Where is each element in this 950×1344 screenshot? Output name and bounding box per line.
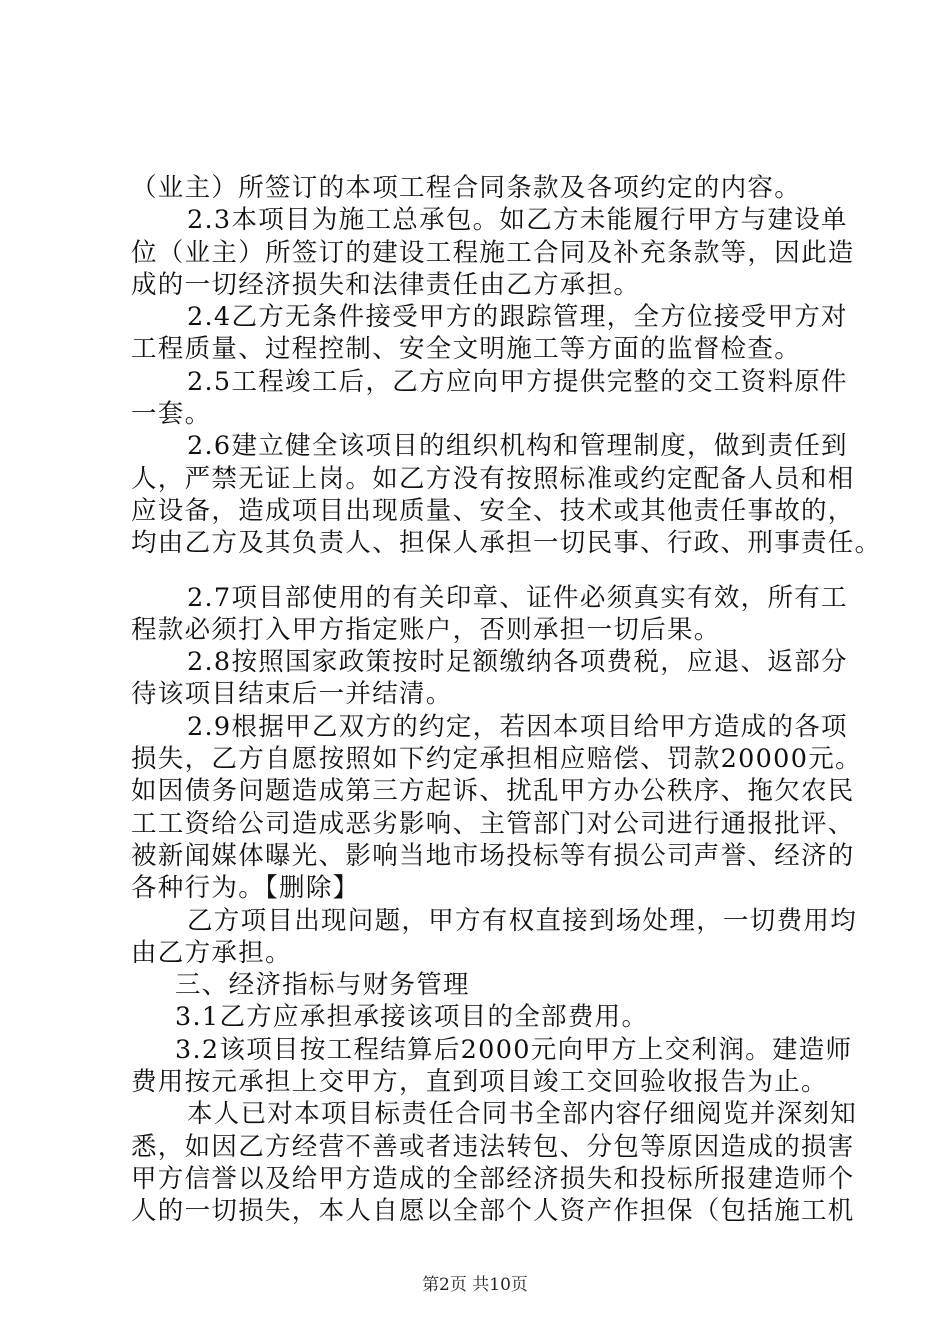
paragraph-line: 3.1乙方应承担承接该项目的全部费用。: [175, 1002, 649, 1033]
paragraph-gap: [131, 560, 836, 582]
paragraph-line: （业主）所签订的本项工程合同条款及各项约定的内容。: [131, 173, 802, 203]
paragraph-line: 应设备，造成项目出现质量、安全、技术或其他责任事故的，: [131, 495, 855, 526]
document-body: [131, 172, 882, 1228]
paragraph-line: 待该项目结束后一并结清。: [131, 679, 453, 710]
page-number-footer: 第2页 共10页: [422, 1275, 528, 1295]
paragraph-line: 本人已对本项目标责任合同书全部内容仔细阅览并深刻知: [187, 1099, 858, 1130]
paragraph-line: 2.7项目部使用的有关印章、证件必须真实有效，所有工: [187, 582, 848, 613]
paragraph-line: 甲方信誉以及给甲方造成的全部经济损失和投标所报建造师个: [131, 1163, 855, 1194]
paragraph-line: 由乙方承担。: [131, 937, 292, 968]
paragraph-line: 工程质量、过程控制、安全文明施工等方面的监督检查。: [131, 334, 802, 365]
paragraph-line: 2.8按照国家政策按时足额缴纳各项费税，应退、返部分: [187, 647, 848, 678]
paragraph-line: 人的一切损失，本人自愿以全部个人资产作担保（包括施工机: [131, 1196, 855, 1227]
paragraph-line: 乙方项目出现问题，甲方有权直接到场处理，一切费用均: [187, 905, 858, 936]
paragraph-line: 2.4乙方无条件接受甲方的跟踪管理，全方位接受甲方对: [187, 302, 848, 333]
paragraph-line: 损失，乙方自愿按照如下约定承担相应赔偿、罚款20000元。: [131, 744, 862, 775]
paragraph-line: 被新闻媒体曝光、影响当地市场投标等有损公司声誉、经济的: [131, 840, 855, 871]
paragraph-line: 工工资给公司造成恶劣影响、主管部门对公司进行通报批评、: [131, 808, 855, 839]
paragraph-line: 各种行为。【删除】: [131, 873, 360, 904]
paragraph-line: 位（业主）所签订的建设工程施工合同及补充条款等，因此造: [131, 237, 855, 268]
paragraph-line: 费用按元承担上交甲方，直到项目竣工交回验收报告为止。: [131, 1067, 828, 1098]
paragraph-line: 3.2该项目按工程结算后2000元向甲方上交利润。建造师: [175, 1034, 853, 1065]
paragraph-line: 一套。: [131, 399, 212, 430]
paragraph-line: 如因债务问题造成第三方起诉、扰乱甲方办公秩序、拖欠农民: [131, 776, 855, 807]
paragraph-line: 程款必须打入甲方指定账户，否则承担一切后果。: [131, 614, 721, 645]
paragraph-line: 2.5工程竣工后，乙方应向甲方提供完整的交工资料原件: [187, 366, 848, 397]
paragraph-line: 成的一切经济损失和法律责任由乙方承担。: [131, 269, 641, 300]
paragraph-line: 2.6建立健全该项目的组织机构和管理制度，做到责任到: [187, 431, 848, 462]
paragraph-line: 人，严禁无证上岗。如乙方没有按照标准或约定配备人员和相: [131, 463, 855, 494]
paragraph-line: 悉，如因乙方经营不善或者违法转包、分包等原因造成的损害: [131, 1131, 855, 1162]
paragraph-line: 2.3本项目为施工总承包。如乙方未能履行甲方与建设单: [187, 205, 848, 236]
section-heading: 三、经济指标与财务管理: [175, 970, 470, 1001]
paragraph-line: 均由乙方及其负责人、担保人承担一切民事、行政、刑事责任。: [131, 528, 882, 559]
paragraph-line: 2.9根据甲乙双方的约定，若因本项目给甲方造成的各项: [187, 711, 848, 742]
